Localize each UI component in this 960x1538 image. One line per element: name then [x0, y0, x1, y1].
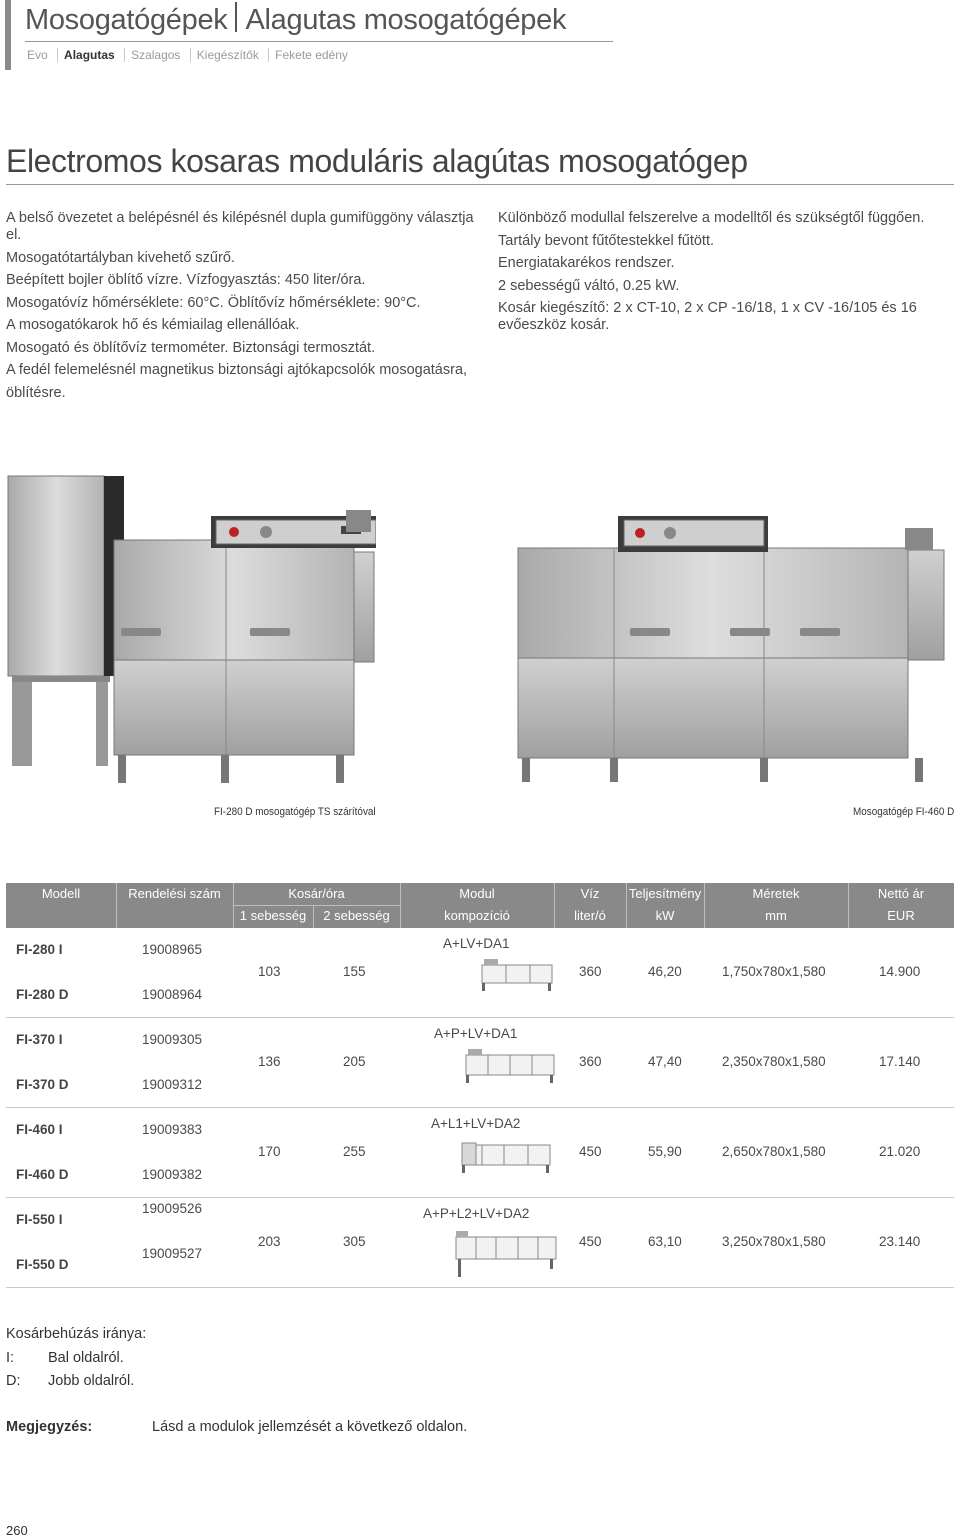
row-module: A+L1+LV+DA2: [431, 1116, 521, 1131]
col-header-viz: Víz: [580, 886, 600, 901]
col-header-meretek-sub: mm: [765, 908, 787, 923]
col-header-netto-sub: EUR: [887, 908, 915, 923]
row-power: 46,20: [648, 964, 682, 979]
page-number: 260: [6, 1523, 28, 1538]
module-diagram-icon: [462, 1045, 562, 1087]
nav-item-kiegeszitok[interactable]: Kiegészítők: [190, 48, 265, 62]
image-caption-right: [853, 806, 954, 818]
col-header-kosar: Kosár/óra: [288, 886, 345, 901]
col-header-meretek: Méretek: [752, 886, 800, 901]
row-power: 63,10: [648, 1234, 682, 1249]
row-order-b: 19009382: [142, 1167, 203, 1182]
direction-key-i: I:: [6, 1350, 15, 1366]
row-order-a: 19009383: [142, 1122, 203, 1137]
header-title-sub: Alagutas mosogatógépek: [245, 4, 567, 36]
table-header: [6, 883, 954, 928]
col-header-teljesitmeny: Teljesítmény: [628, 886, 702, 901]
col-header-netto: Nettó ár: [877, 886, 925, 901]
col-header-modul: Modul: [459, 886, 495, 901]
row-speed2: 205: [343, 1054, 366, 1069]
row-price: 17.140: [879, 1054, 921, 1069]
row-speed1: 136: [258, 1054, 281, 1069]
nav-item-evo[interactable]: Evo: [27, 48, 48, 62]
row-order-a: 19008965: [142, 942, 203, 957]
remark-label: Megjegyzés:: [6, 1419, 93, 1435]
table-row-divider: [6, 1197, 954, 1198]
row-model-a: FI-370 I: [16, 1032, 63, 1047]
table-row-divider: [6, 1107, 954, 1108]
row-dims: 3,250x780x1,580: [722, 1234, 826, 1249]
table-row-divider: [6, 1017, 954, 1018]
caption-prefix: Mosogatógép: [853, 806, 916, 818]
direction-key-d: D:: [6, 1373, 21, 1389]
row-speed1: 103: [258, 964, 281, 979]
description-paragraph: A fedél felemelésnél magnetikus biztonsági ajtókapcsolók mosogatásra, öblítésre.: [6, 362, 468, 401]
page-header-title: [25, 2, 566, 37]
row-order-b: 19008964: [142, 987, 203, 1002]
row-module: A+P+LV+DA1: [434, 1026, 518, 1041]
row-model-a: FI-280 I: [16, 942, 63, 957]
col-header-kosar-speed1: 1 sebesség: [239, 908, 307, 923]
col-header-rendelesi: Rendelési szám: [128, 886, 221, 901]
row-speed2: 305: [343, 1234, 366, 1249]
direction-value-d: Jobb oldalról.: [48, 1373, 135, 1389]
row-speed2: 155: [343, 964, 366, 979]
row-power: 47,40: [648, 1054, 682, 1069]
header-underline: [25, 41, 613, 42]
dishwasher-fi280d-image: [6, 470, 376, 790]
description-paragraph: Beépített bojler öblítő vízre. Vízfogyasztás: 450 liter/óra.: [6, 272, 366, 288]
row-dims: 1,750x780x1,580: [722, 964, 826, 979]
row-module: A+LV+DA1: [443, 936, 510, 951]
row-price: 14.900: [879, 964, 921, 979]
dishwasher-fi460d-image: [510, 510, 950, 790]
nav-item-fekete-edeny[interactable]: Fekete edény: [268, 48, 354, 62]
row-speed1: 203: [258, 1234, 281, 1249]
module-diagram-icon: [478, 955, 558, 995]
row-dims: 2,350x780x1,580: [722, 1054, 826, 1069]
row-order-b: 19009527: [142, 1246, 203, 1261]
header-title-separator: [235, 2, 237, 32]
section-title: Electromos kosaras moduláris alagútas mosogatógep: [6, 143, 748, 179]
row-price: 23.140: [879, 1234, 921, 1249]
row-order-a: 19009526: [142, 1201, 203, 1216]
module-diagram-icon: [458, 1135, 558, 1177]
header-title-main: Mosogatógépek: [25, 4, 228, 36]
direction-title: Kosárbehúzás iránya:: [6, 1326, 147, 1342]
description-paragraph: A belső övezetet a belépésnél és kilépésnél dupla gumifüggöny választja el.: [6, 210, 474, 243]
description-paragraph: Mosogatótartályban kivehető szűrő.: [6, 249, 235, 266]
description-paragraph: Mosogatóvíz hőmérséklete: 60°C. Öblítővíz hőmérséklete: 90°C.: [6, 294, 421, 311]
row-model-b: FI-550 D: [16, 1257, 69, 1272]
row-model-b: FI-280 D: [16, 987, 69, 1002]
direction-value-i: Bal oldalról.: [48, 1350, 124, 1366]
row-module: A+P+L2+LV+DA2: [423, 1206, 530, 1221]
col-header-modul-sub: kompozíció: [444, 908, 510, 923]
row-power: 55,90: [648, 1144, 682, 1159]
description-paragraph: 2 sebességű váltó, 0.25 kW.: [498, 277, 680, 294]
caption-model: FI-460 D: [915, 806, 955, 818]
image-caption-left: FI-280 D mosogatógép TS szárítóval: [214, 806, 376, 818]
header-accent-bar: [5, 0, 11, 70]
col-header-kosar-speed2: 2 sebesség: [323, 908, 390, 923]
module-diagram-icon: [452, 1225, 562, 1281]
row-speed2: 255: [343, 1144, 366, 1159]
row-order-a: 19009305: [142, 1032, 203, 1047]
description-right: [498, 210, 953, 340]
nav-item-alagutas[interactable]: Alagutas: [57, 48, 121, 62]
description-paragraph: Mosogató és öblítővíz termométer. Biztonsági termosztát.: [6, 339, 376, 356]
category-nav: [27, 48, 354, 62]
description-paragraph: Különböző modullal felszerelve a modelltől és szükségtől függően.: [498, 210, 925, 226]
row-model-a: FI-460 I: [16, 1122, 63, 1137]
col-subdivider: [233, 905, 400, 906]
description-paragraph: A mosogatókarok hő és kémiailag ellenállóak.: [6, 317, 300, 333]
row-water: 360: [579, 964, 602, 979]
nav-item-szalagos[interactable]: Szalagos: [124, 48, 186, 62]
row-price: 21.020: [879, 1144, 921, 1159]
col-header-teljesitmeny-sub: kW: [655, 908, 675, 923]
description-paragraph: Kosár kiegészítő: 2 x CT-10, 2 x CP -16/18, 1 x CV -16/105 és 16 evőeszköz kosár.: [498, 300, 917, 333]
col-header-viz-sub: liter/ó: [574, 908, 606, 923]
row-model-b: FI-460 D: [16, 1167, 69, 1182]
description-left: [6, 210, 476, 411]
row-water: 360: [579, 1054, 602, 1069]
section-title-underline: [6, 184, 954, 185]
row-model-b: FI-370 D: [16, 1077, 69, 1092]
description-paragraph: Energiatakarékos rendszer.: [498, 255, 675, 271]
row-water: 450: [579, 1234, 602, 1249]
remark-text: Lásd a modulok jellemzését a következő oldalon.: [152, 1419, 468, 1435]
row-speed1: 170: [258, 1144, 281, 1159]
row-dims: 2,650x780x1,580: [722, 1144, 826, 1159]
row-water: 450: [579, 1144, 602, 1159]
col-header-modell: Modell: [41, 886, 81, 901]
table-row-divider: [6, 1287, 954, 1288]
row-model-a: FI-550 I: [16, 1212, 63, 1227]
description-paragraph: Tartály bevont fűtőtestekkel fűtött.: [498, 232, 715, 249]
row-order-b: 19009312: [142, 1077, 203, 1092]
